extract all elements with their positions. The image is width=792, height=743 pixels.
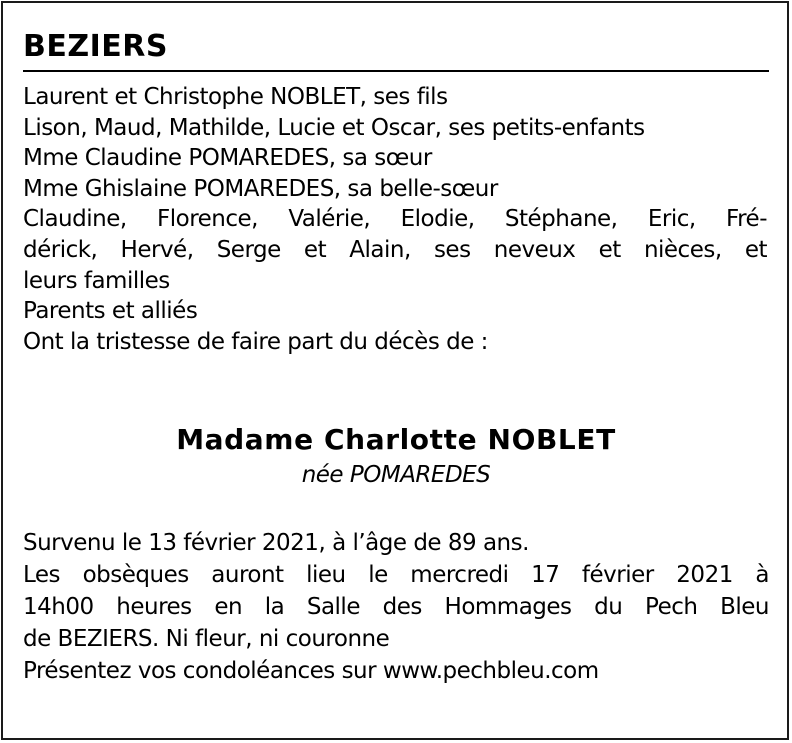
family-line-nephews-1: Claudine, Florence, Valérie, Elodie, Stéphane, Eric, Fré- (23, 206, 767, 233)
family-line-sister-in-law: Mme Ghislaine POMAREDES, sa belle-sœur (23, 175, 498, 202)
family-line-relatives: Parents et alliés (23, 298, 198, 325)
details-line-flowers: de BEZIERS. Ni fleur, ni couronne (23, 626, 390, 652)
family-line-nephews-2: dérick, Hervé, Serge et Alain, ses neveux et nièces, et (23, 236, 767, 263)
deceased-maiden-name: née POMAREDES (301, 462, 491, 488)
details-line-funeral-2: 14h00 heures en la Salle des Hommages du Pech Bleu (23, 594, 769, 620)
city-heading: BEZIERS (23, 29, 168, 64)
details-line-funeral-1: Les obsèques auront lieu le mercredi 17 février 2021 à (23, 562, 769, 588)
family-line-announcement: Ont la tristesse de faire part du décès de : (23, 328, 488, 355)
family-line-sister: Mme Claudine POMAREDES, sa sœur (23, 145, 432, 172)
details-line-condolences: Présentez vos condoléances sur www.pechbleu.com (23, 658, 599, 684)
details-line-death: Survenu le 13 février 2021, à l’âge de 89 ans. (23, 530, 529, 556)
family-line-grandchildren: Lison, Maud, Mathilde, Lucie et Oscar, ses petits-enfants (23, 114, 645, 141)
heading-rule (23, 70, 769, 72)
family-announcement (23, 82, 767, 357)
family-line-nephews-3: leurs familles (23, 267, 170, 294)
deceased-name: Madame Charlotte NOBLET (176, 423, 616, 456)
family-line-sons: Laurent et Christophe NOBLET, ses fils (23, 84, 448, 110)
funeral-details (23, 527, 769, 687)
deceased-block (0, 420, 792, 490)
